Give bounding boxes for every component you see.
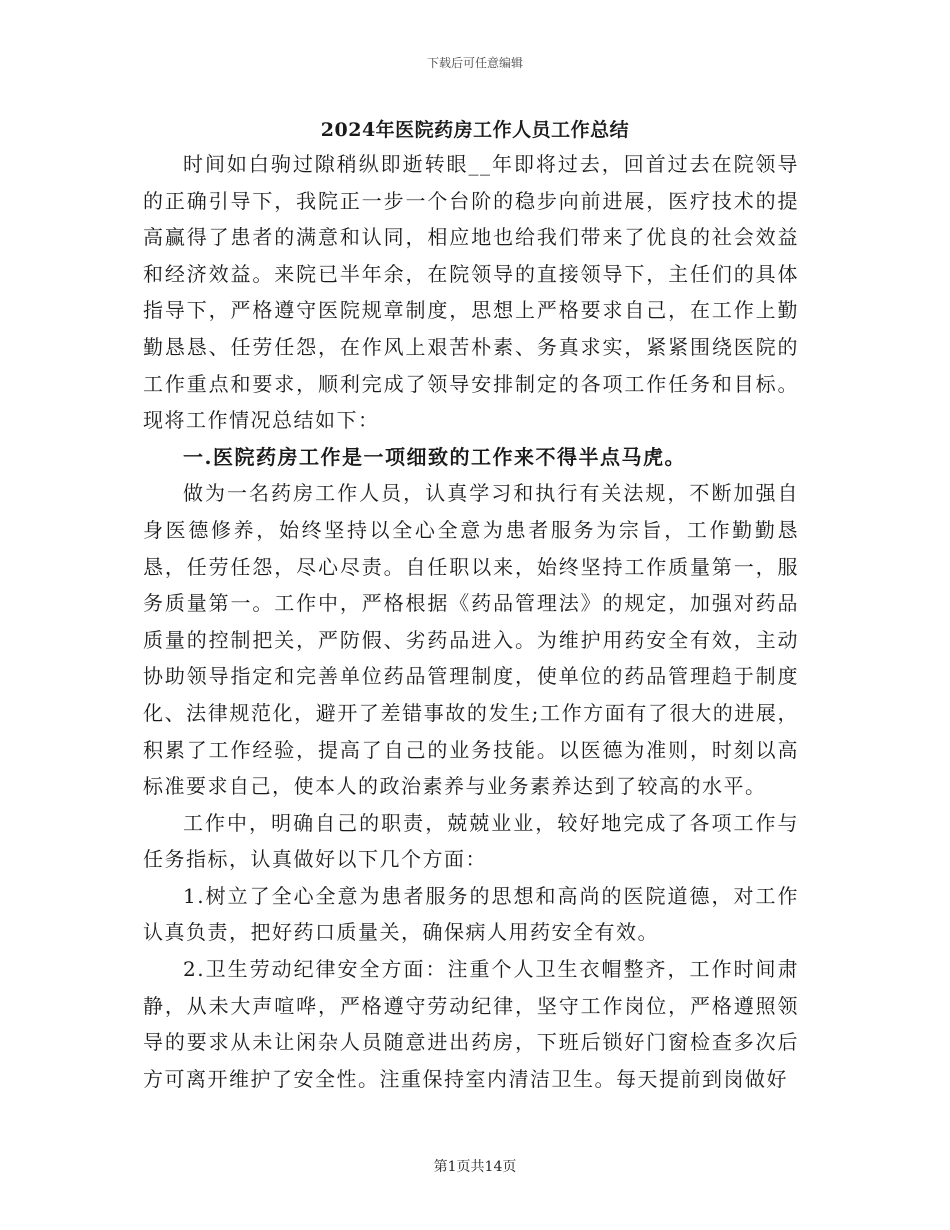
section-heading: 一.医院药房工作是一项细致的工作来不得半点马虎。 (183, 444, 686, 469)
page-header: 下载后可任意编辑 (426, 56, 523, 70)
page-footer: 第1页共14页 (433, 1159, 517, 1175)
document-body (143, 146, 799, 1097)
list-item: 2.卫生劳动纪律安全方面：注重个人卫生衣帽整齐，工作时间肃静，从未大声喧哗，严格遵守劳动纪律，坚守工作岗位，严格遵照领导的要求从未让闲杂人员随意进出药房，下班后锁好门窗检查多次后方可离开维护了安全性。注重保持室内清洁卫生。每天提前到岗做好 (143, 957, 799, 1091)
body-paragraph: 工作中，明确自己的职责，兢兢业业，较好地完成了各项工作与任务指标，认真做好以下几个方面： (143, 810, 799, 872)
body-paragraph: 时间如白驹过隙稍纵即逝转眼__年即将过去，回首过去在院领导的正确引导下，我院正一步一个台阶的稳步向前进展，医疗技术的提高赢得了患者的满意和认同，相应地也给我们带来了优良的社会效益和经济效益。来院已半年余，在院领导的直接领导下，主任们的具体指导下，严格遵守医院规章制度，思想上严格要求自己，在工作上勤勤恳恳、任劳任怨，在作风上艰苦朴素、务真求实，紧紧围绕医院的工作重点和要求，顺利完成了领导安排制定的各项工作任务和目标。现将工作情况总结如下： (143, 152, 799, 433)
list-item: 1.树立了全心全意为患者服务的思想和高尚的医院道德，对工作认真负责，把好药口质量关，确保病人用药安全有效。 (143, 883, 799, 945)
document-title: 2024年医院药房工作人员工作总结 (320, 119, 630, 141)
body-paragraph: 做为一名药房工作人员，认真学习和执行有关法规，不断加强自身医德修养，始终坚持以全心全意为患者服务为宗旨，工作勤勤恳恳，任劳任怨，尽心尽责。自任职以来，始终坚持工作质量第一，服务质量第一。工作中，严格根据《药品管理法》的规定，加强对药品质量的控制把关，严防假、劣药品进入。为维护用药安全有效，主动协助领导指定和完善单位药品管理制度，使单位的药品管理趋于制度化、法律规范化，避开了差错事故的发生;工作方面有了很大的进展，积累了工作经验，提高了自己的业务技能。以医德为准则，时刻以高标准要求自己，使本人的政治素养与业务素养达到了较高的水平。 (143, 481, 799, 799)
